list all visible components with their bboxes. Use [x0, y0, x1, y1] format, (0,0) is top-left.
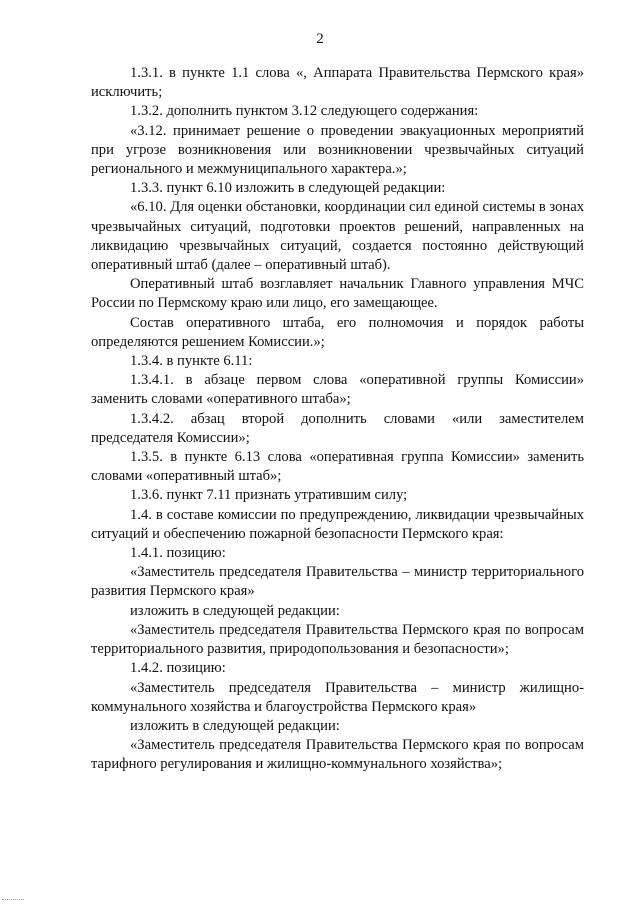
paragraph-1-3-3: 1.3.3. пункт 6.10 изложить в следующей редакции:: [130, 180, 446, 197]
paragraph-1-3-1: 1.3.1. в пункте 1.1 слова «, Аппарата Правительства Пермского края» исключить;: [91, 65, 584, 101]
paragraph-staff-composition: Состав оперативного штаба, его полномочия и порядок работы определяются решением Комиссии.»;: [91, 314, 584, 350]
paragraph-1-4: 1.4. в составе комиссии по предупреждению, ликвидации чрезвычайных ситуаций и обеспечению пожарной безопасности Пермского края:: [91, 506, 584, 542]
paragraph-1-4-2: 1.4.2. позицию:: [130, 660, 226, 677]
scan-edge-mark: [2, 899, 24, 904]
paragraph-staff-head: Оперативный штаб возглавляет начальник Главного управления МЧС России по Пермскому краю или лицо, его замещающее.: [91, 276, 584, 312]
paragraph-1-3-5: 1.3.5. в пункте 6.13 слова «оперативная группа Комиссии» заменить словами «оперативный штаб»;: [91, 449, 584, 485]
paragraph-old-position-2: «Заместитель председателя Правительства – министр жилищно-коммунального хозяйства и благоустройства Пермского края»: [91, 679, 584, 715]
paragraph-restate-2: изложить в следующей редакции:: [130, 717, 340, 734]
paragraph-1-3-4-2: 1.3.4.2. абзац второй дополнить словами «или заместителем председателя Комиссии»;: [91, 410, 584, 446]
paragraph-1-3-2: 1.3.2. дополнить пунктом 3.12 следующего содержания:: [130, 103, 479, 120]
paragraph-1-3-4: 1.3.4. в пункте 6.11:: [130, 353, 253, 370]
paragraph-old-position-1: «Заместитель председателя Правительства – министр территориального развития Пермского края»: [91, 564, 584, 600]
paragraph-new-position-1: «Заместитель председателя Правительства Пермского края по вопросам территориального развития, природопользования и безопасности»;: [91, 621, 584, 658]
paragraph-1-3-6: 1.3.6. пункт 7.11 признать утратившим силу;: [130, 487, 408, 504]
document-body: [91, 64, 584, 775]
paragraph-6-10-text: «6.10. Для оценки обстановки, координации сил единой системы в зонах чрезвычайных ситуаций, подготовки проектов решений, направленных на ликвидацию чрезвычайных ситуаций, создается постоянно действующий оперативный штаб (далее – оперативный штаб).: [91, 199, 584, 274]
page-number: 2: [316, 31, 324, 47]
paragraph-restate-1: изложить в следующей редакции:: [130, 602, 340, 619]
paragraph-1-4-1: 1.4.1. позицию:: [130, 545, 226, 562]
paragraph-new-position-2: «Заместитель председателя Правительства Пермского края по вопросам тарифного регулирования и жилищно-коммунального хозяйства»;: [91, 737, 584, 773]
paragraph-1-3-4-1: 1.3.4.1. в абзаце первом слова «оперативной группы Комиссии» заменить словами «оперативного штаба»;: [91, 372, 584, 408]
paragraph-3-12-text: «3.12. принимает решение о проведении эвакуационных мероприятий при угрозе возникновения или возникновении чрезвычайных ситуаций регионального и межмуниципального характера.»;: [91, 122, 584, 178]
